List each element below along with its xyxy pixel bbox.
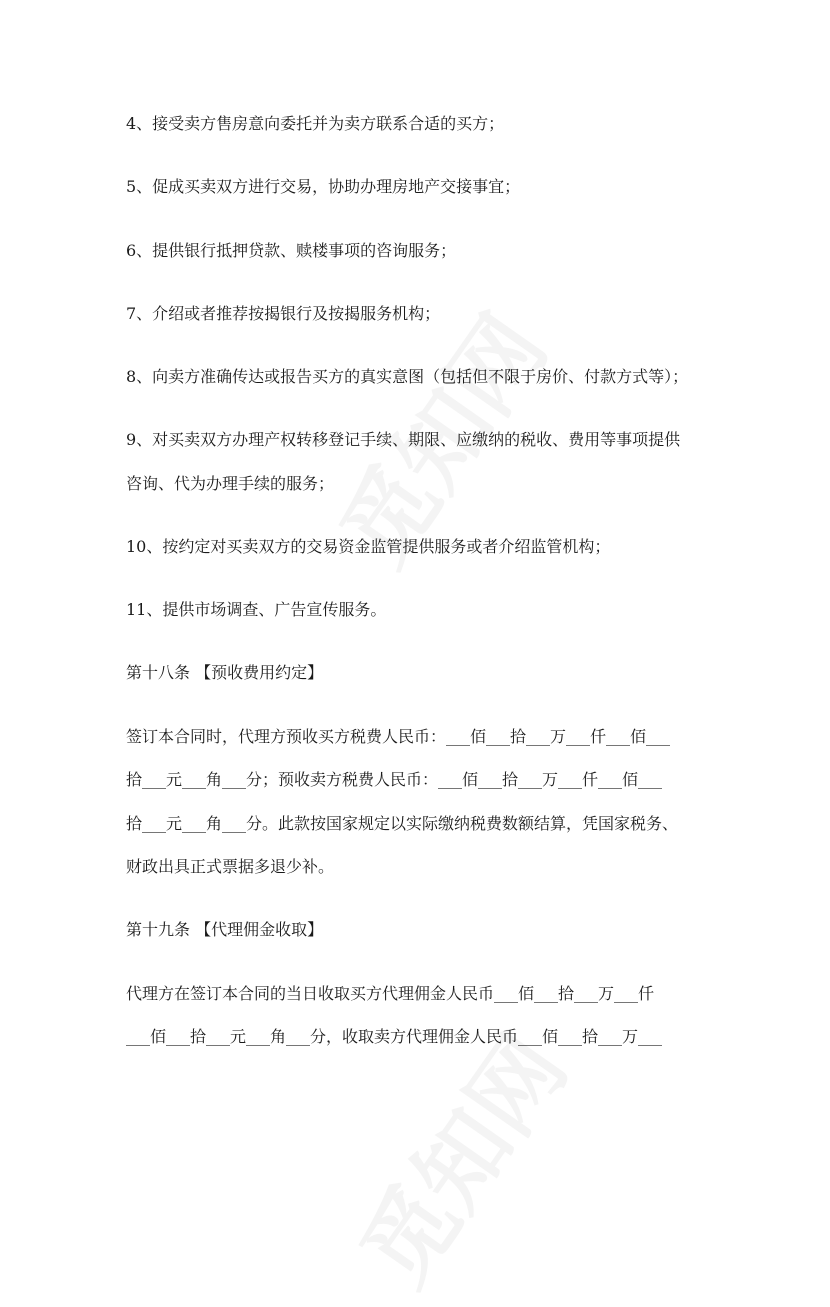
watermark — [325, 1005, 591, 1307]
clause-item-6: 6、提供银行抵押贷款、赎楼事项的咨询服务； — [126, 241, 457, 260]
clause-item-11: 11、提供市场调查、广告宣传服务。 — [126, 600, 387, 619]
article-18-text-2: 拾___元___角___分；预收卖方税费人民币：___佰___拾___万___仟___佰___ — [126, 770, 663, 789]
article-19-text-2: ___佰___拾___元___角___分，收取卖方代理佣金人民币___佰___拾___万___ — [126, 1027, 663, 1046]
article-18-text-3: 拾___元___角___分。此款按国家规定以实际缴纳税费数额结算，凭国家税务、 — [126, 814, 679, 833]
clause-item-10: 10、按约定对买卖双方的交易资金监管提供服务或者介绍监管机构； — [126, 537, 611, 556]
article-18-heading: 第十八条 【预收费用约定】 — [126, 663, 324, 682]
clause-item-7: 7、介绍或者推荐按揭银行及按揭服务机构； — [126, 304, 441, 323]
clause-item-4: 4、接受卖方售房意向委托并为卖方联系合适的买方； — [126, 114, 505, 133]
article-18-text-4: 财政出具正式票据多退少补。 — [126, 857, 335, 876]
article-18-text-1: 签订本合同时，代理方预收买方税费人民币：___佰___拾___万___仟___佰___ — [126, 727, 671, 746]
clause-item-9-continued: 咨询、代为办理手续的服务； — [126, 474, 335, 493]
clause-item-5: 5、促成买卖双方进行交易，协助办理房地产交接事宜； — [126, 177, 521, 196]
article-19-text-1: 代理方在签订本合同的当日收取买方代理佣金人民币___佰___拾___万___仟 — [126, 984, 655, 1003]
clause-item-8: 8、向卖方准确传达或报告买方的真实意图（包括但不限于房价、付款方式等）； — [126, 367, 689, 386]
clause-item-9: 9、对买卖双方办理产权转移登记手续、期限、应缴纳的税收、费用等事项提供 — [126, 430, 681, 449]
article-19-heading: 第十九条 【代理佣金收取】 — [126, 920, 324, 939]
